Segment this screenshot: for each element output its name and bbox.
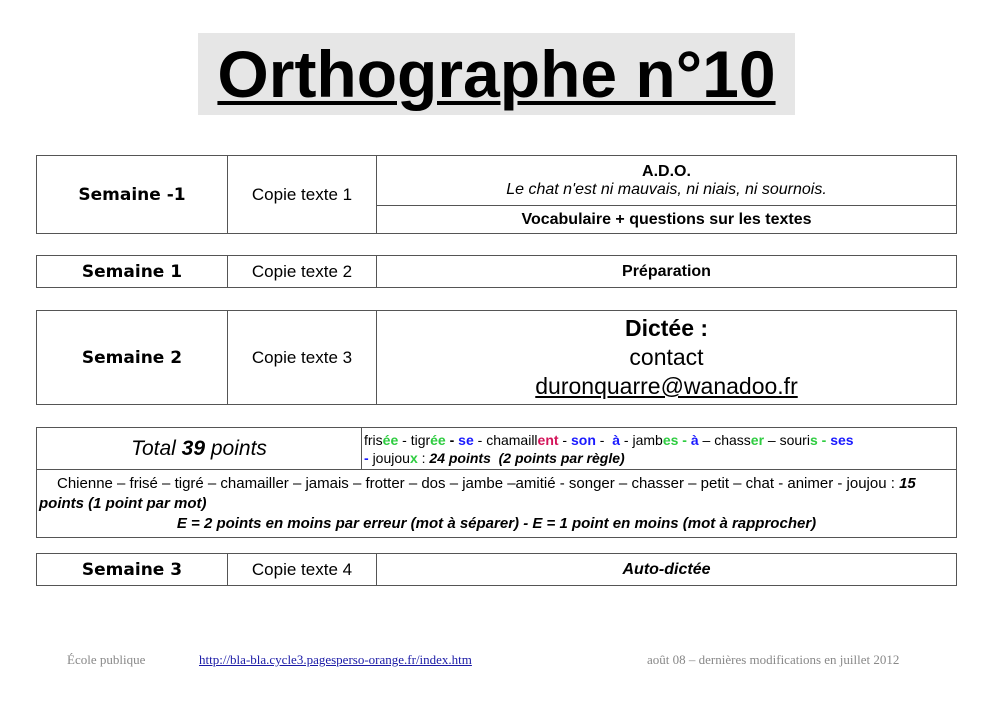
- footer-school: École publique: [67, 652, 146, 667]
- rule-segment: ses: [830, 431, 854, 448]
- rule-segment: ent: [537, 431, 559, 448]
- ado-title: A.D.O.: [642, 162, 691, 180]
- vocab-cell: Vocabulaire + questions sur les textes: [377, 206, 957, 234]
- copy-text-cell: Copie texte 2: [228, 256, 377, 288]
- copy-text-cell: Copie texte 1: [228, 156, 377, 234]
- title-banner: [198, 33, 795, 115]
- week-minus1-block: [36, 155, 957, 234]
- dictee-cell: [377, 311, 957, 405]
- rules-line: [364, 431, 956, 449]
- rule-segment: -: [595, 431, 613, 448]
- total-cell: [37, 428, 362, 470]
- week2-block: [36, 310, 957, 405]
- total-suffix: points: [210, 436, 267, 460]
- week-label: Semaine -1: [37, 156, 228, 234]
- rule-segment: fris: [364, 431, 383, 448]
- rules-points: 24 points (2 points par règle): [429, 449, 625, 466]
- rule-segment: – souri: [764, 431, 810, 448]
- copy-text-cell: Copie texte 3: [228, 311, 377, 405]
- rule-segment: - chamaill: [473, 431, 538, 448]
- rule-segment: - jamb: [620, 431, 663, 448]
- rule-segment: -: [445, 431, 459, 448]
- rule-segment: -: [678, 431, 691, 448]
- rule-segment: à: [690, 431, 699, 448]
- ado-cell: [377, 156, 957, 206]
- words-cell: [37, 470, 957, 538]
- rule-word: joujou: [372, 449, 410, 466]
- copy-text-cell: Copie texte 4: [228, 554, 377, 586]
- rule-ending: x: [409, 449, 418, 466]
- activity-cell: Préparation: [377, 256, 957, 288]
- footer-dates: août 08 – dernières modifications en juillet 2012: [647, 652, 900, 667]
- rule-segment: son: [571, 431, 596, 448]
- rule-segment: – chass: [698, 431, 751, 448]
- activity-cell: Auto-dictée: [377, 554, 957, 586]
- rules-line-2: [364, 449, 956, 467]
- footer-link-wrap: [199, 652, 472, 668]
- rule-separator: -: [364, 449, 369, 466]
- rule-segment: ée: [430, 431, 446, 448]
- week-label: Semaine 3: [37, 554, 228, 586]
- week-label: Semaine 1: [37, 256, 228, 288]
- rule-segment: es: [662, 431, 679, 448]
- contact-email[interactable]: duronquarre@wanadoo.fr: [535, 373, 798, 399]
- words-list: [39, 474, 954, 514]
- rule-segment: ée: [382, 431, 399, 448]
- rule-segment: er: [750, 431, 765, 448]
- contact-label: contact: [629, 344, 704, 370]
- total-points: 39: [181, 436, 206, 460]
- rule-segment: - tigr: [398, 431, 431, 448]
- rule-segment: à: [612, 431, 621, 448]
- week3-block: [36, 553, 957, 586]
- penalty-rule: E = 2 points en moins par erreur (mot à séparer) - E = 1 point en moins (mot à rapprocher): [176, 514, 817, 532]
- rule-segment: s: [809, 431, 818, 448]
- rule-segment: -: [558, 431, 571, 448]
- words-text: Chienne – frisé – tigré – chamailler – jamais – frotter – dos – jambe –amitié - songer – chasser – petit – chat - animer - joujou :: [57, 474, 900, 492]
- footer-link[interactable]: http://bla-bla.cycle3.pagesperso-orange.fr/index.htm: [199, 652, 472, 667]
- rule-segment: -: [817, 431, 831, 448]
- week-label: Semaine 2: [37, 311, 228, 405]
- rule-colon: :: [417, 449, 430, 466]
- total-prefix: Total: [131, 436, 176, 460]
- dictee-title: Dictée :: [624, 315, 709, 341]
- rules-cell: [362, 428, 957, 470]
- rule-segment: se: [458, 431, 474, 448]
- ado-sentence: Le chat n'est ni mauvais, ni niais, ni sournois.: [506, 180, 827, 198]
- page-title: Orthographe n°10: [217, 37, 776, 111]
- total-block: [36, 427, 957, 538]
- week1-block: [36, 255, 957, 288]
- words-points: 15 points (1 point par mot): [39, 474, 916, 512]
